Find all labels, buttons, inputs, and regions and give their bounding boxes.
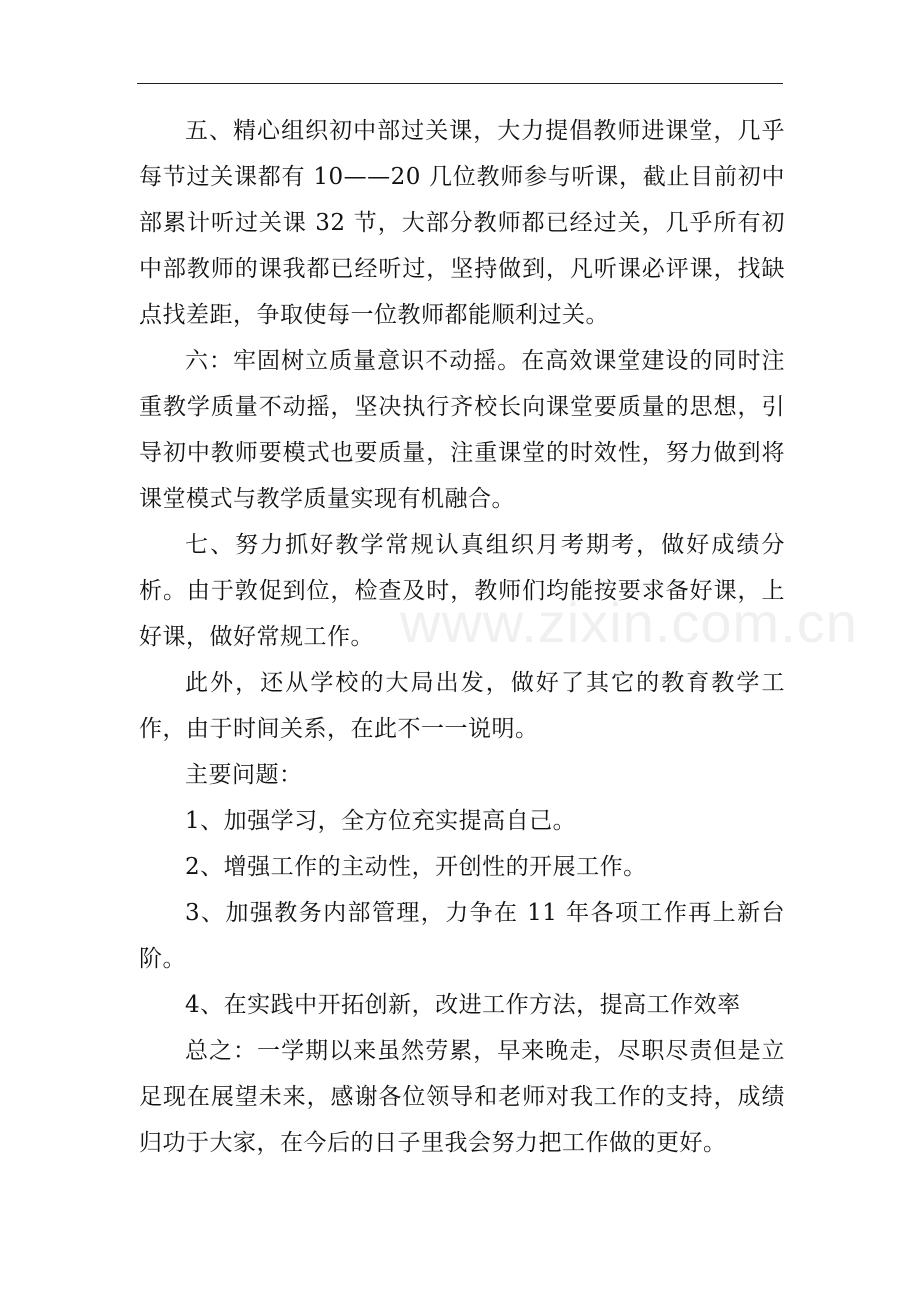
document-body xyxy=(139,108,785,1166)
paragraph-conclusion: 总之：一学期以来虽然劳累，早来晚走，尽职尽责但是立足现在展望未来，感谢各位领导和老师对我工作的支持，成绩归功于大家，在今后的日子里我会努力把工作做的更好。 xyxy=(139,1038,785,1156)
list-item-issue-1: 1、加强学习，全方位充实提高自己。 xyxy=(185,808,577,834)
paragraph-additional-work: 此外，还从学校的大局出发，做好了其它的教育教学工作，由于时间关系，在此不一一说明。 xyxy=(139,670,785,742)
paragraph-section-five: 五、精心组织初中部过关课，大力提倡教师进课堂，几乎每节过关课都有 10——20 几位教师参与听课，截止目前初中部累计听过关课 32 节，大部分教师都已经过关，几乎所有初中部教师的课我都已经听过，坚持做到，凡听课必评课，找缺点找差距，争取使每一位教师都能顺利过关。 xyxy=(139,118,785,328)
heading-main-issues: 主要问题： xyxy=(185,762,303,788)
list-item-issue-2: 2、增强工作的主动性，开创性的开展工作。 xyxy=(185,854,647,880)
list-item-issue-3: 3、加强教务内部管理，力争在 11 年各项工作再上新台阶。 xyxy=(139,900,785,972)
paragraph-section-seven: 七、努力抓好教学常规认真组织月考期考，做好成绩分析。由于敦促到位，检查及时，教师们均能按要求备好课，上好课，做好常规工作。 xyxy=(139,532,785,650)
list-item-issue-4: 4、在实践中开拓创新，改进工作方法，提高工作效率 xyxy=(185,992,741,1018)
header-rule xyxy=(137,83,783,84)
paragraph-section-six: 六：牢固树立质量意识不动摇。在高效课堂建设的同时注重教学质量不动摇，坚决执行齐校长向课堂要质量的思想，引导初中教师要模式也要质量，注重课堂的时效性，努力做到将课堂模式与教学质量实现有机融合。 xyxy=(139,348,785,512)
watermark: www.zixin.com.cn xyxy=(400,591,858,654)
